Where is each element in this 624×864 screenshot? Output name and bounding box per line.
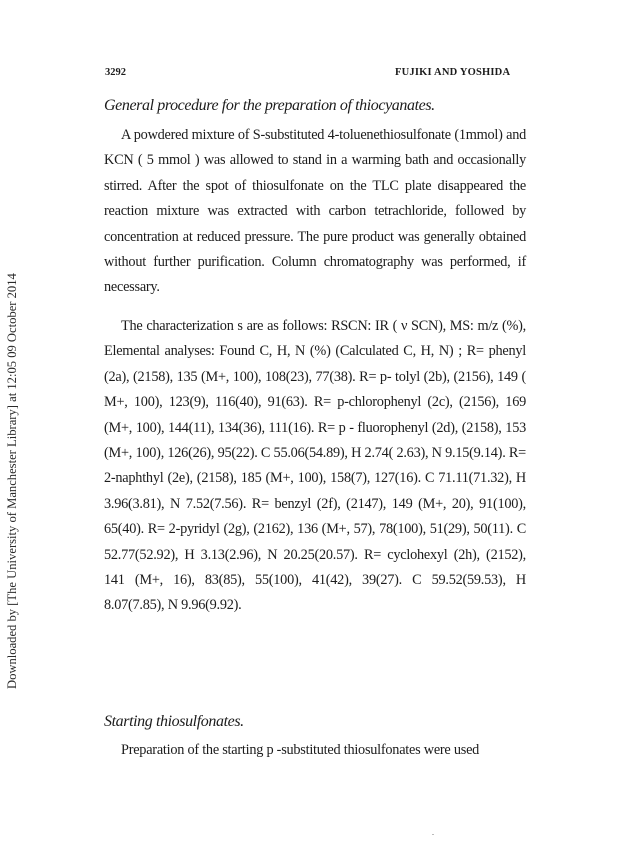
scan-speck [432,834,434,835]
procedure-block [104,123,526,301]
download-notice: Downloaded by [The University of Manchester Library] at 12:05 09 October 2014 [5,273,19,689]
section-heading-general-procedure: General procedure for the preparation of thiocyanates. [104,97,435,114]
starting-thiosulfonates-block [104,738,526,763]
running-head: FUJIKI AND YOSHIDA [395,67,511,78]
procedure-paragraph: A powdered mixture of S-substituted 4-toluenethiosulfonate (1mmol) and KCN ( 5 mmol ) was allowed to stand in a warming bath and occasionally stirred. After the spot of thiosulfonate on the TLC plate disappeared the reaction mixture was extracted with carbon tetrachloride, followed by concentration at reduced pressure. The pure product was generally obtained without further purification. Column chromatography was performed, if necessary. [104,127,526,296]
characterization-block [104,314,526,619]
starting-thiosulfonates-paragraph: Preparation of the starting p -substituted thiosulfonates were used [121,742,480,758]
page-number: 3292 [105,67,126,78]
section-heading-starting-thiosulfonates: Starting thiosulfonates. [104,713,244,730]
characterization-paragraph: The characterization s are as follows: RSCN: IR ( ν SCN), MS: m/z (%), Elemental analyses: Found C, H, N (%) (Calculated C, H, N) ; R= phenyl (2a), (2158), 135 (M+, 100), 108(23), 77(38). R= p- tolyl (2b), (2156), 149 ( M+, 100), 123(9), 116(40), 91(63). R= p-chlorophenyl (2c), (2156), 169 (M+, 100), 144(11), 134(36), 111(16). R= p - fluorophenyl (2d), (2158), 153 (M+, 100), 126(26), 95(22). C 55.06(54.89), H 2.74( 2.63), N 9.15(9.14). R= 2-naphthyl (2e), (2158), 185 (M+, 100), 158(7), 127(16). C 71.11(71.32), H 3.96(3.81), N 7.52(7.56). R= benzyl (2f), (2147), 149 (M+, 20), 91(100), 65(40). R= 2-pyridyl (2g), (2162), 136 (M+, 57), 78(100), 51(29), 50(11). C 52.77(52.92), H 3.13(2.96), N 20.25(20.57). R= cyclohexyl (2h), (2152), 141 (M+, 16), 83(85), 55(100), 41(42), 39(27). C 59.52(59.53), H 8.07(7.85), N 9.96(9.92). [104,318,526,614]
